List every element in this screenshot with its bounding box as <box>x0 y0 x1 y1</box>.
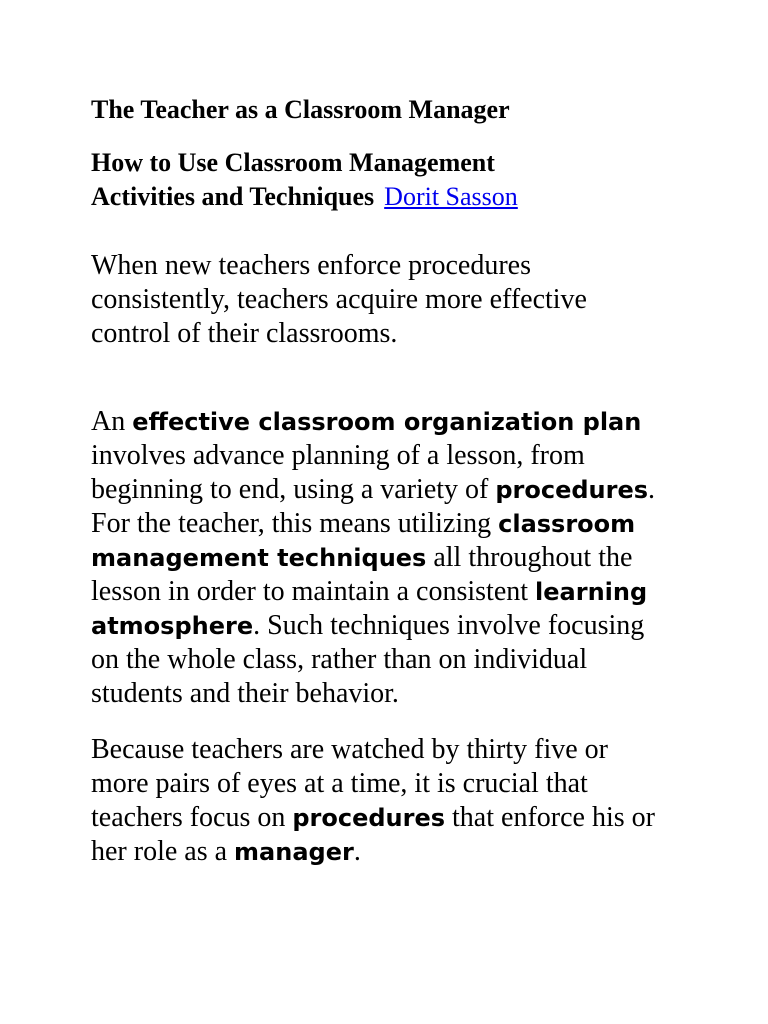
subtitle-line-1: How to Use Classroom Management <box>91 148 495 177</box>
bold-term: effective classroom organization plan <box>132 408 642 436</box>
text-run: involves advance planning of a lesson, from <box>91 440 585 471</box>
bold-term: procedures <box>495 476 649 504</box>
bold-term: management techniques <box>91 544 427 572</box>
bold-term: learning <box>535 578 648 606</box>
text-run: on the whole class, rather than on individual <box>91 644 588 675</box>
text-run: more pairs of eyes at a time, it is crucial that <box>91 768 588 799</box>
text-run: beginning to end, using a variety of <box>91 474 496 505</box>
text-run: For the teacher, this means utilizing <box>91 508 499 539</box>
text-run: her role as a <box>91 836 235 867</box>
text-run: all throughout the <box>426 542 633 573</box>
bold-term: manager <box>234 838 354 866</box>
text-run: Because teachers are watched by thirty five or <box>91 734 608 765</box>
subtitle-line-2: Activities and Techniques <box>91 182 375 211</box>
paragraph-organization-plan <box>91 405 655 711</box>
bold-term: atmosphere <box>91 612 254 640</box>
paragraph-line: control of their classrooms. <box>91 318 398 349</box>
bold-term: procedures <box>292 804 446 832</box>
page-title: The Teacher as a Classroom Manager <box>91 95 510 124</box>
text-run: . <box>353 836 361 867</box>
text-run: teachers focus on <box>91 802 293 833</box>
text-run: that enforce his or <box>445 802 655 833</box>
text-run: . Such techniques involve focusing <box>253 610 645 641</box>
bold-term: classroom <box>498 510 636 538</box>
article-subtitle <box>91 146 518 214</box>
text-run: An <box>91 406 133 437</box>
text-run: students and their behavior. <box>91 678 399 709</box>
text-run: lesson in order to maintain a consistent <box>91 576 536 607</box>
paragraph-line: When new teachers enforce procedures <box>91 250 531 281</box>
author-link[interactable]: Dorit Sasson <box>384 182 518 211</box>
paragraph-line: consistently, teachers acquire more effective <box>91 284 587 315</box>
paragraph-procedures <box>91 733 655 869</box>
paragraph-intro <box>91 249 587 351</box>
text-run: . <box>648 474 656 505</box>
